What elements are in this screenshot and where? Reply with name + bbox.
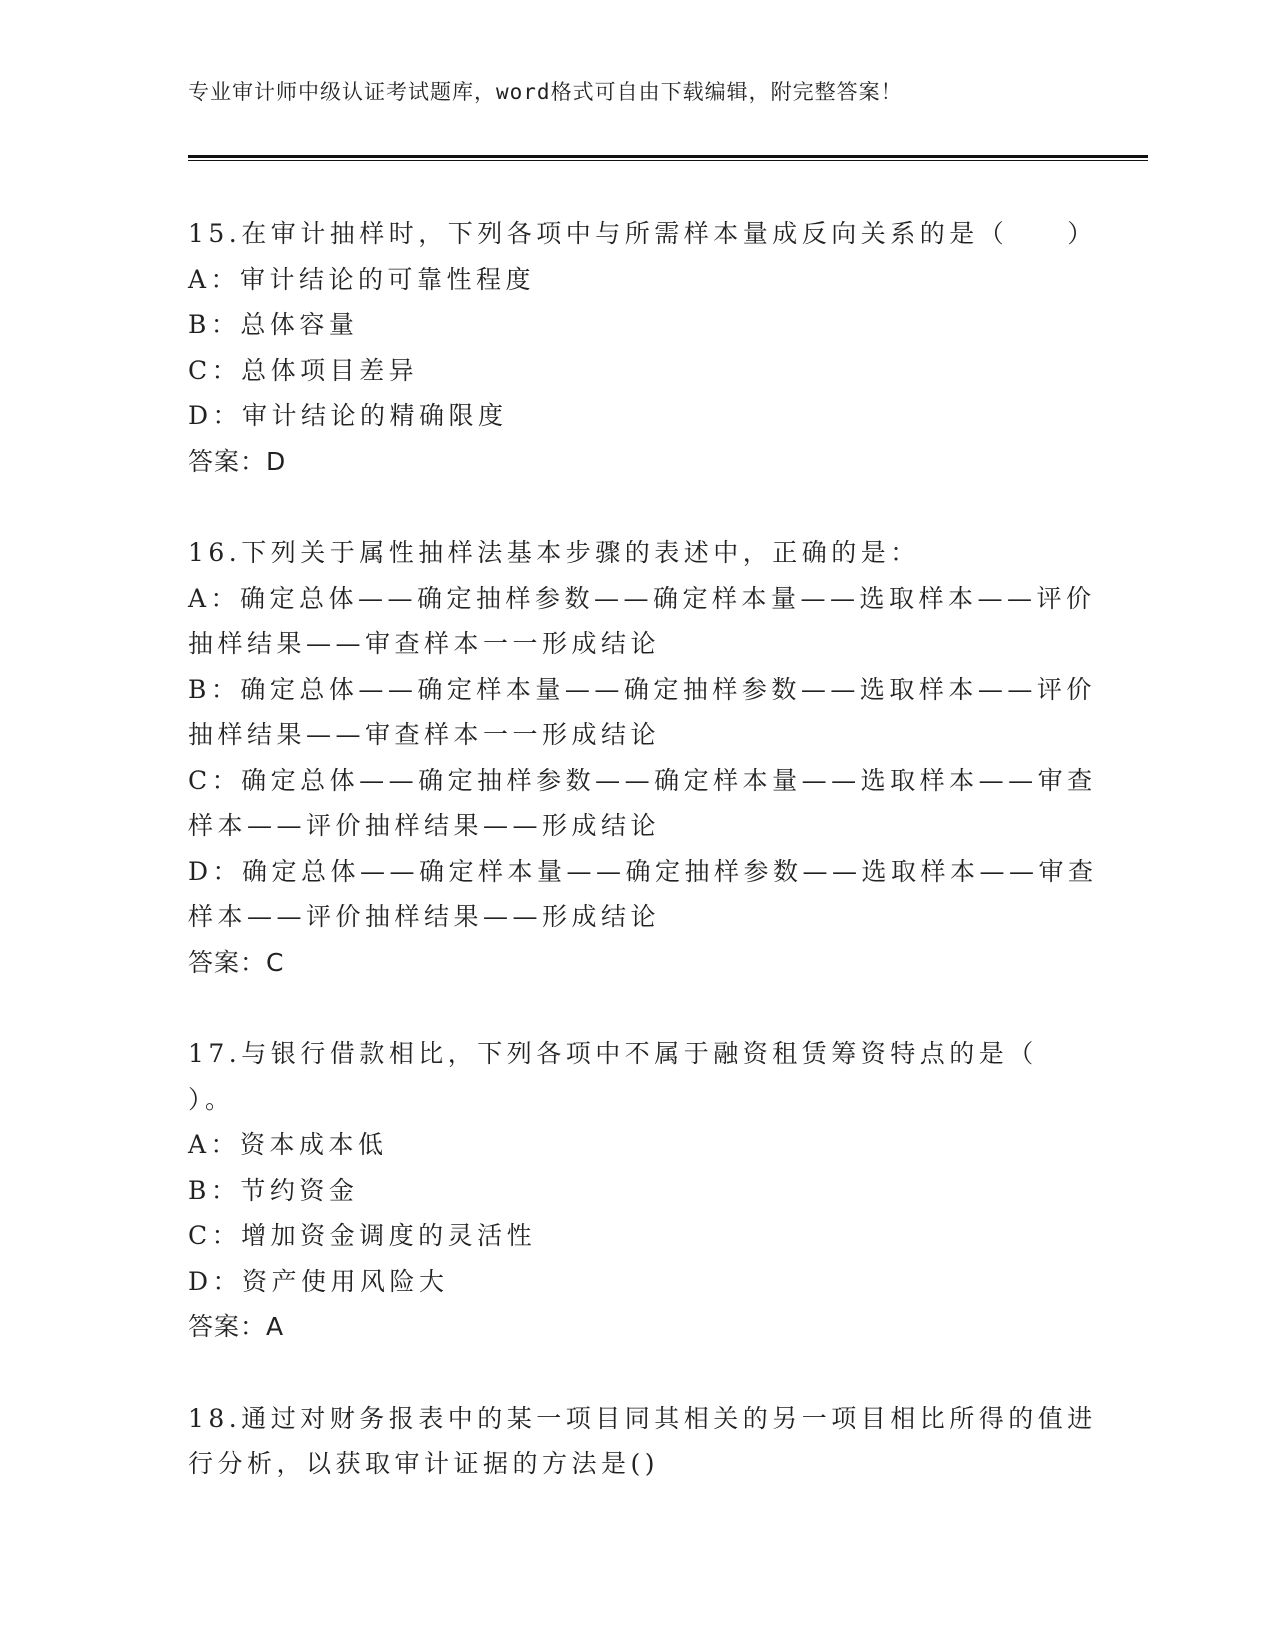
question-stem: 15.在审计抽样时，下列各项中与所需样本量成反向关系的是（ ） bbox=[188, 219, 1097, 248]
answer-option: 抽样结果——审查样本一一形成结论 bbox=[188, 720, 661, 749]
answer-option: B：确定总体——确定样本量——确定抽样参数——选取样本——评价 bbox=[188, 674, 1096, 704]
answer-option: D：确定总体——确定样本量——确定抽样参数——选取样本——审查 bbox=[188, 856, 1098, 886]
answer-option: B：节约资金 bbox=[188, 1175, 359, 1205]
question-stem: 17.与银行借款相比，下列各项中不属于融资租赁筹资特点的是（ bbox=[188, 1039, 1038, 1068]
answer-option: 样本——评价抽样结果——形成结论 bbox=[188, 811, 661, 840]
answer-key: 答案：D bbox=[188, 446, 287, 476]
question-block bbox=[188, 1031, 1148, 1350]
question-block bbox=[188, 1396, 1148, 1487]
answer-option: A：审计结论的可靠性程度 bbox=[188, 264, 536, 294]
header-divider-thin bbox=[188, 160, 1148, 161]
answer-option: C：增加资金调度的灵活性 bbox=[188, 1221, 537, 1250]
answer-key: 答案：C bbox=[188, 947, 285, 977]
question-block bbox=[188, 530, 1148, 985]
question-stem: 行分析，以获取审计证据的方法是() bbox=[188, 1449, 660, 1478]
answer-option: A：资本成本低 bbox=[188, 1130, 388, 1159]
document-page bbox=[188, 0, 1148, 1533]
answer-option: A：确定总体——确定抽样参数——确定样本量——选取样本——评价 bbox=[188, 583, 1096, 613]
answer-option: D：审计结论的精确限度 bbox=[188, 401, 508, 430]
question-list bbox=[188, 211, 1148, 1487]
answer-option: 样本——评价抽样结果——形成结论 bbox=[188, 902, 661, 931]
question-stem: ）。 bbox=[188, 1084, 235, 1114]
header-divider bbox=[188, 155, 1148, 158]
question-stem: 18.通过对财务报表中的某一项目同其相关的另一项目相比所得的值进 bbox=[188, 1403, 1097, 1433]
page-header: 专业审计师中级认证考试题库，word格式可自由下载编辑，附完整答案！ bbox=[188, 80, 903, 104]
question-stem: 16.下列关于属性抽样法基本步骤的表述中，正确的是： bbox=[188, 538, 920, 567]
answer-key: 答案：A bbox=[188, 1312, 285, 1341]
answer-option: B：总体容量 bbox=[188, 310, 359, 339]
answer-option: C：确定总体——确定抽样参数——确定样本量——选取样本——审查 bbox=[188, 765, 1097, 795]
answer-option: 抽样结果——审查样本一一形成结论 bbox=[188, 629, 661, 658]
answer-option: D：资产使用风险大 bbox=[188, 1266, 449, 1296]
answer-option: C：总体项目差异 bbox=[188, 355, 419, 385]
question-block bbox=[188, 211, 1148, 484]
